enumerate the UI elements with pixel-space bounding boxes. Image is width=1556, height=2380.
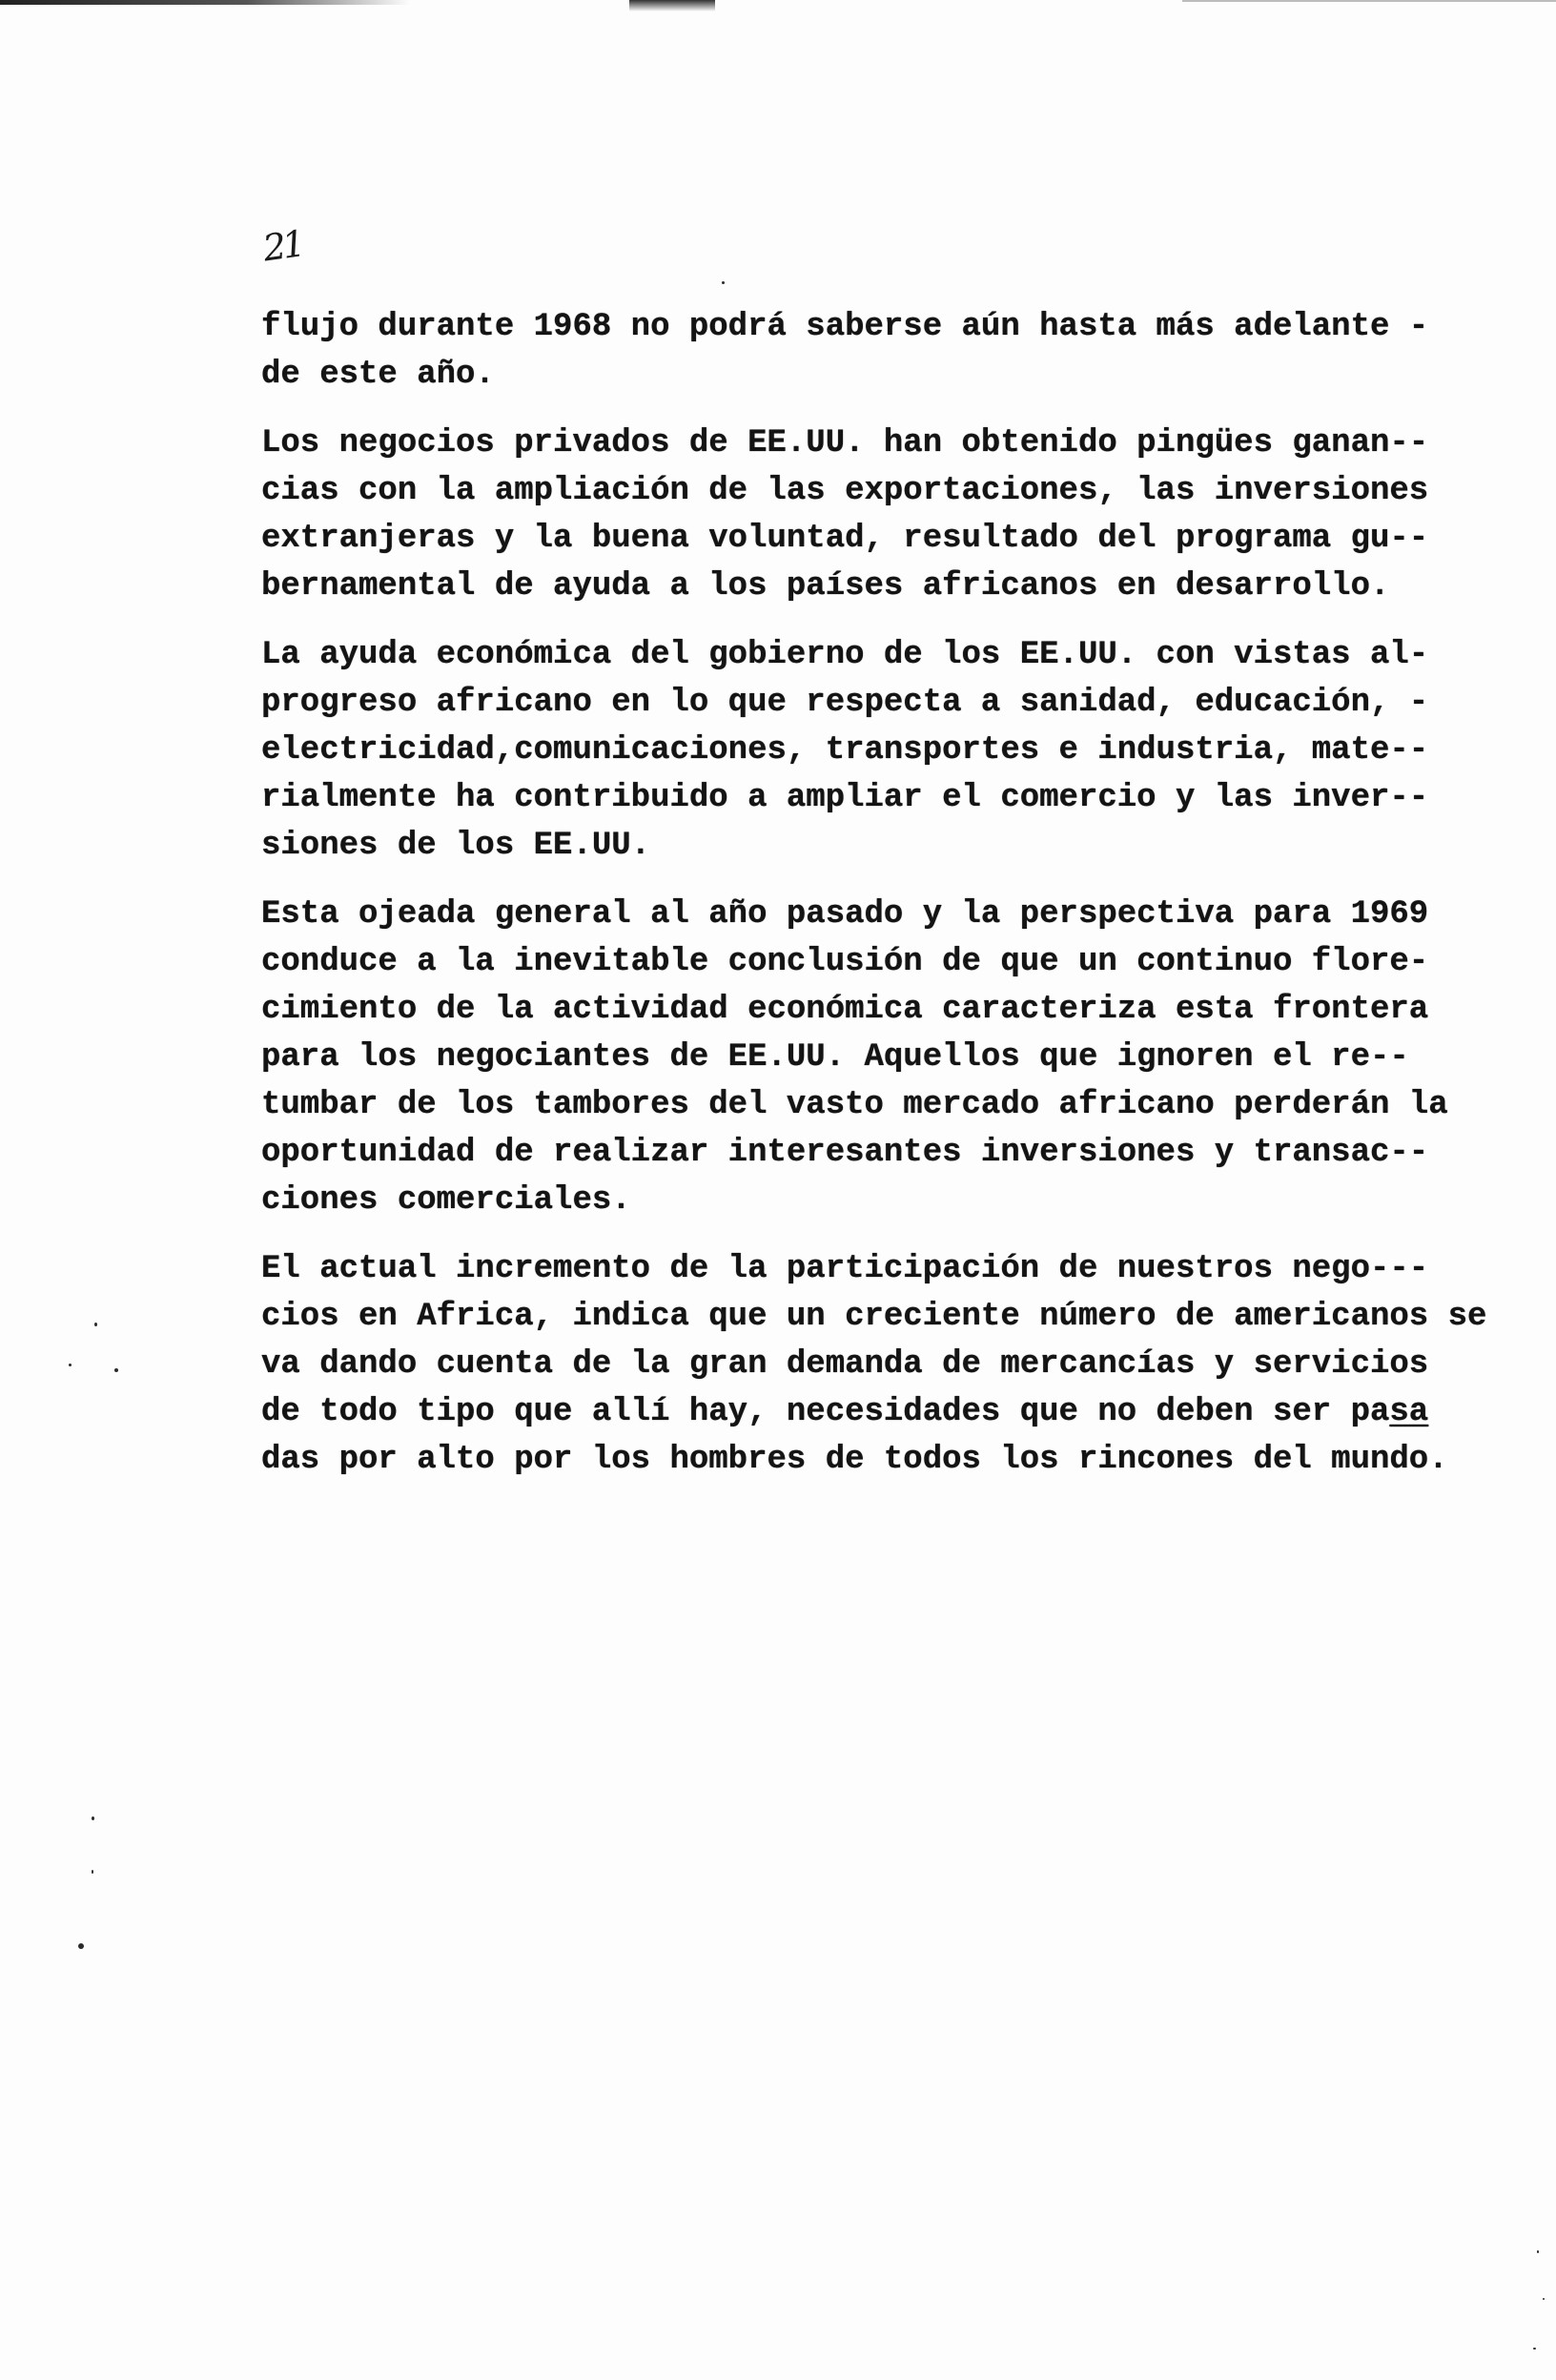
text-line: oportunidad de realizar interesantes inversiones y transac--: [261, 1135, 1429, 1171]
text-line: cimiento de la actividad económica caracteriza esta frontera: [261, 992, 1429, 1028]
text-line: cias con la ampliación de las exportaciones, las inversiones: [261, 473, 1429, 509]
text-line: conduce a la inevitable conclusión de que un continuo flore-: [261, 944, 1429, 980]
scan-speck: [78, 1943, 84, 1949]
text-line: tumbar de los tambores del vasto mercado africano perderán la: [261, 1087, 1448, 1123]
scan-speck: [1533, 2348, 1536, 2349]
paragraph: [261, 891, 1486, 1224]
text-line: cios en Africa, indica que un creciente número de americanos se: [261, 1299, 1487, 1335]
scan-speck: [722, 281, 725, 284]
scan-speck: [69, 1364, 72, 1366]
paragraph: [261, 303, 1486, 399]
underlined-segment: sa: [1389, 1394, 1429, 1430]
scan-edge-streak: [0, 0, 410, 5]
text-line: La ayuda económica del gobierno de los EE.UU. con vistas al-: [261, 637, 1429, 673]
scan-speck: [94, 1323, 97, 1326]
text-line: progreso africano en lo que respecta a sanidad, educación, -: [261, 685, 1429, 721]
text-line: va dando cuenta de la gran demanda de mercancías y servicios: [261, 1346, 1429, 1383]
scan-edge-streak: [629, 0, 715, 11]
text-line: [261, 1388, 1486, 1436]
text-line: das por alto por los hombres de todos los rincones del mundo.: [261, 1442, 1448, 1478]
scan-speck: [1537, 2250, 1539, 2253]
text-line: Esta ojeada general al año pasado y la perspectiva para 1969: [261, 896, 1429, 933]
text-line: extranjeras y la buena voluntad, resultado del programa gu--: [261, 521, 1429, 557]
text-line: rialmente ha contribuido a ampliar el comercio y las inver--: [261, 780, 1429, 816]
text-line: para los negociantes de EE.UU. Aquellos que ignoren el re--: [261, 1039, 1409, 1076]
text-line: de este año.: [261, 357, 495, 393]
scan-speck: [1543, 2298, 1545, 2300]
text-line: flujo durante 1968 no podrá saberse aún hasta más adelante -: [261, 309, 1429, 345]
body-text: [261, 303, 1486, 1505]
scan-speck: [92, 1816, 94, 1820]
text-line: siones de los EE.UU.: [261, 828, 651, 864]
paragraph: [261, 631, 1486, 870]
text-line-segment: de todo tipo que allí hay, necesidades que no deben ser pa: [261, 1394, 1390, 1430]
scan-speck: [92, 1870, 93, 1874]
paragraph: [261, 1245, 1486, 1484]
scan-speck: [114, 1368, 118, 1372]
text-line: bernamental de ayuda a los países africanos en desarrollo.: [261, 568, 1390, 605]
text-line: El actual incremento de la participación de nuestros nego---: [261, 1251, 1429, 1287]
paragraph: [261, 420, 1486, 610]
text-line: electricidad,comunicaciones, transportes e industria, mate--: [261, 732, 1429, 769]
page-number: 21: [260, 222, 305, 270]
text-line: Los negocios privados de EE.UU. han obtenido pingües ganan--: [261, 425, 1429, 462]
text-line: ciones comerciales.: [261, 1182, 631, 1219]
scan-edge-streak: [1182, 0, 1556, 2]
